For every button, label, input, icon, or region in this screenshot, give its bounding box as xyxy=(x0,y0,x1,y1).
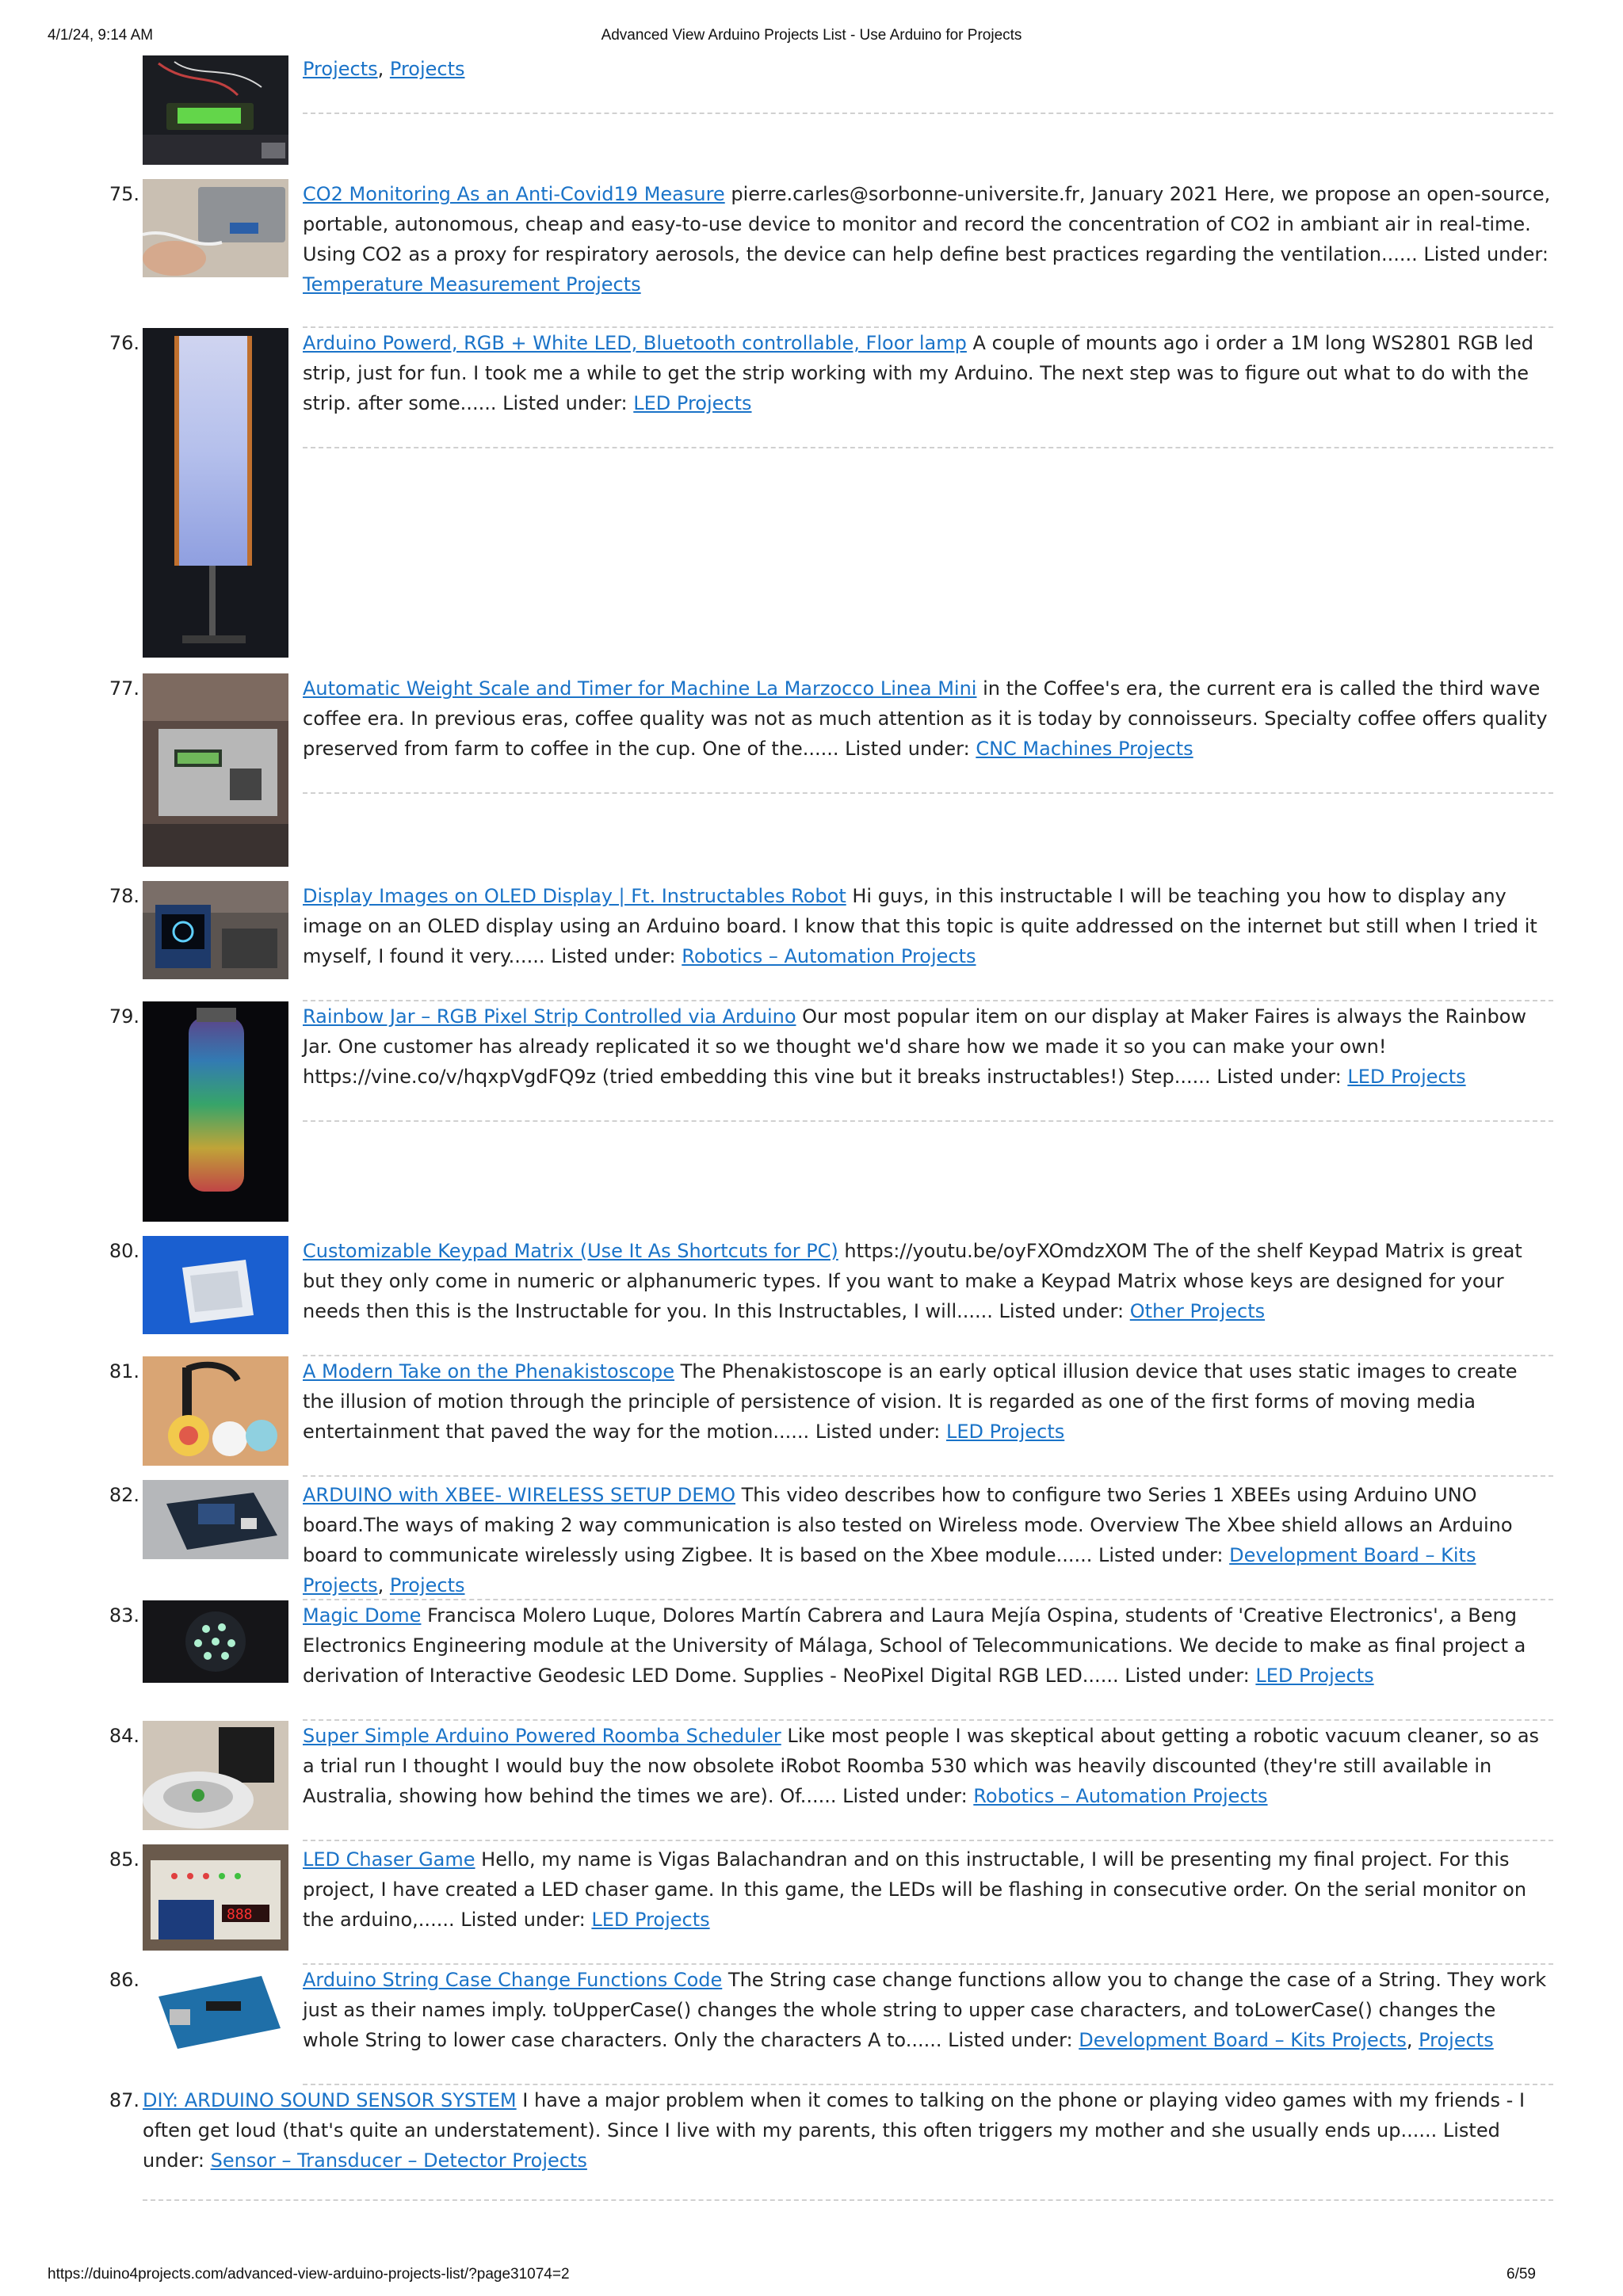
category-link[interactable]: LED Projects xyxy=(1347,1066,1466,1088)
print-footer xyxy=(48,2266,1575,2285)
project-title-link[interactable]: ARDUINO with XBEE- WIRELESS SETUP DEMO xyxy=(303,1484,736,1506)
item-number: 75. xyxy=(109,183,139,205)
category-link[interactable]: Robotics – Automation Projects xyxy=(973,1785,1268,1807)
project-description: https://youtu.be/oyFXOmdzXOM The of the shelf Keypad Matrix is great but they only come in numeric or alphanumeric types. If you want to make a Keypad Matrix whose keys are designed for your needs then this is the Instructable for you. In this Instructables, I will...... Listed under: xyxy=(303,1240,1522,1322)
project-description: The Phenakistoscope is an early optical illusion device that uses static images to create the illusion of motion through the principle of persistence of vision. It is regarded as one of the first forms of moving media entertainment that paved the way for the motion...... Listed under: xyxy=(303,1360,1518,1443)
project-title-link[interactable]: Automatic Weight Scale and Timer for Machine La Marzocco Linea Mini xyxy=(303,677,977,700)
item-number: 77. xyxy=(109,677,139,700)
project-description: Hi guys, in this instructable I will be teaching you how to display any image on an OLED display using an Arduino board. I know that this topic is quite addressed on the internet but still when I tried it myself, I found it very...... Listed under: xyxy=(303,885,1537,967)
rainbow-jar-photo[interactable] xyxy=(143,1001,288,1222)
item-number: 79. xyxy=(109,1005,139,1028)
list-item-text xyxy=(143,2085,1553,2176)
project-title-link[interactable]: Arduino String Case Change Functions Code xyxy=(303,1969,723,1991)
coffee-machine-photo[interactable] xyxy=(143,673,288,867)
led-dome-photo[interactable] xyxy=(143,1600,288,1683)
phenakistoscope-photo[interactable] xyxy=(143,1356,288,1466)
list-item-text xyxy=(303,1001,1553,1092)
project-description: A couple of mounts ago i order a 1M long WS2801 RGB led strip, just for fun. I took me a while to get the strip working with my Arduino. The next step was to figure out what to do with the strip. after some...... Listed under: xyxy=(303,332,1533,414)
item-number: 76. xyxy=(109,332,139,354)
list-item-text xyxy=(303,1965,1553,2055)
project-description: Our most popular item on our display at Maker Faires is always the Rainbow Jar. One customer has already replicated it so we thought we'd share how we made it so you can make your own! https://vine.co/v/hqxpVgdFQ9z (tried embedding this vine but it breaks instructables!) Step...... Listed under: xyxy=(303,1005,1527,1088)
list-item-text xyxy=(303,1236,1553,1326)
project-title-link[interactable]: Rainbow Jar – RGB Pixel Strip Controlled via Arduino xyxy=(303,1005,796,1028)
project-description: in the Coffee's era, the current era is called the third wave coffee era. In previous eras, coffee quality was not as much attention as it is today by connoisseurs. Specialty coffee offers quality preserved from farm to coffee in the cup. One of the...... Listed under: xyxy=(303,677,1548,760)
floor-lamp-photo[interactable] xyxy=(143,328,288,658)
print-datetime: 4/1/24, 9:14 AM xyxy=(48,27,154,44)
item-number: 84. xyxy=(109,1725,139,1747)
list-item-text xyxy=(303,54,1553,84)
item-number: 80. xyxy=(109,1240,139,1262)
item-number: 87. xyxy=(109,2089,139,2111)
item-number: 86. xyxy=(109,1969,139,1991)
project-title-link[interactable]: Super Simple Arduino Powered Roomba Scheduler xyxy=(303,1725,781,1747)
svg-text:888: 888 xyxy=(227,1906,253,1923)
item-divider xyxy=(303,1840,1553,1841)
list-item-text xyxy=(303,1600,1553,1691)
project-title-link[interactable]: A Modern Take on the Phenakistoscope xyxy=(303,1360,675,1383)
item-number: 82. xyxy=(109,1484,139,1506)
category-link[interactable]: Robotics – Automation Projects xyxy=(682,945,976,967)
category-link[interactable]: LED Projects xyxy=(591,1909,710,1931)
list-item-text xyxy=(303,1721,1553,1811)
co2-monitor-photo[interactable] xyxy=(143,179,288,277)
list-item-text xyxy=(303,328,1553,418)
list-item-text xyxy=(303,673,1553,764)
category-link[interactable]: Development Board – Kits Projects xyxy=(303,1544,1476,1596)
project-title-link[interactable]: Magic Dome xyxy=(303,1604,422,1627)
category-link[interactable]: Projects xyxy=(303,58,378,80)
project-description: Hello, my name is Vigas Balachandran and on this instructable, I will be presenting my final project. For this project, I have created a LED chaser game. In this game, the LEDs will be flashing in consecutive order. On the serial monitor on the arduino,...... Listed under: xyxy=(303,1848,1527,1931)
roomba-photo[interactable] xyxy=(143,1721,288,1830)
print-header xyxy=(48,27,1575,46)
category-link[interactable]: Sensor – Transducer – Detector Projects xyxy=(210,2149,587,2172)
project-title-link[interactable]: LED Chaser Game xyxy=(303,1848,475,1871)
page-number: 6/59 xyxy=(1507,2266,1536,2283)
list-item-text xyxy=(303,1480,1553,1600)
category-link[interactable]: LED Projects xyxy=(945,1421,1065,1443)
project-title-link[interactable]: DIY: ARDUINO SOUND SENSOR SYSTEM xyxy=(143,2089,517,2111)
keypad-photo[interactable] xyxy=(143,1236,288,1334)
arduino-board-photo[interactable] xyxy=(143,1965,288,2057)
project-title-link[interactable]: CO2 Monitoring As an Anti-Covid19 Measure xyxy=(303,183,725,205)
category-link[interactable]: LED Projects xyxy=(633,392,752,414)
item-divider xyxy=(303,447,1553,448)
list-item-text xyxy=(303,1356,1553,1447)
project-title-link[interactable]: Arduino Powerd, RGB + White LED, Bluetooth controllable, Floor lamp xyxy=(303,332,967,354)
category-link[interactable]: Temperature Measurement Projects xyxy=(303,273,641,296)
item-divider xyxy=(303,1120,1553,1122)
project-title-link[interactable]: Customizable Keypad Matrix (Use It As Shortcuts for PC) xyxy=(303,1240,838,1262)
project-description: The String case change functions allow you to change the case of a String. They work just as their names imply. toUpperCase() changes the whole string to upper case characters, and toLowerCase() changes the whole String to lower case characters. Only the characters A to...... Listed under: xyxy=(303,1969,1547,2051)
print-page-title: Advanced View Arduino Projects List - Use Arduino for Projects xyxy=(601,27,1022,44)
oled-display-photo[interactable] xyxy=(143,881,288,979)
lcd-project-photo[interactable] xyxy=(143,55,288,165)
xbee-board-photo[interactable] xyxy=(143,1480,288,1559)
item-number: 83. xyxy=(109,1604,139,1627)
project-title-link[interactable]: Display Images on OLED Display | Ft. Instructables Robot xyxy=(303,885,846,907)
item-number: 85. xyxy=(109,1848,139,1871)
project-description: Like most people I was skeptical about getting a robotic vacuum cleaner, so as a trial run I thought I would buy the now obsolete iRobot Roomba 530 which was heavily discounted (they're still available in Australia, showing how behind the times we are). Of...... Listed under: xyxy=(303,1725,1540,1807)
item-divider xyxy=(303,1475,1553,1477)
item-divider xyxy=(143,2199,1553,2201)
category-separator: , xyxy=(377,1574,390,1596)
page-url: https://duino4projects.com/advanced-view-arduino-projects-list/?page31074=2 xyxy=(48,2266,570,2283)
item-number: 81. xyxy=(109,1360,139,1383)
project-description: I have a major problem when it comes to talking on the phone or playing video games with my friends - I often get loud (that's quite an understatement). Since I live with my parents, this often triggers my mother and she usually ends up...... Listed under: xyxy=(143,2089,1526,2172)
list-item-text xyxy=(303,1844,1553,1935)
category-link[interactable]: CNC Machines Projects xyxy=(976,738,1193,760)
item-divider xyxy=(303,792,1553,794)
project-description: This video describes how to configure two Series 1 XBEEs using Arduino UNO board.The ways of making 2 way communication is also tested on Wireless mode. Overview The Xbee shield allows an Arduino board to communicate wirelessly using Zigbee. It is based on the Xbee module...... Listed under: xyxy=(303,1484,1513,1566)
category-link[interactable]: Development Board – Kits Projects xyxy=(1079,2029,1407,2051)
category-link[interactable]: LED Projects xyxy=(1255,1665,1374,1687)
project-description: Francisca Molero Luque, Dolores Martín Cabrera and Laura Mejía Ospina, students of 'Creative Electronics', a Beng Electronics Engineering module at the University of Málaga, School of Telecommunications. We decide to make as final project a derivation of Interactive Geodesic LED Dome. Supplies - NeoPixel Digital RGB LED...... Listed under: xyxy=(303,1604,1526,1687)
category-link[interactable]: Other Projects xyxy=(1129,1300,1266,1322)
category-link[interactable]: Projects xyxy=(389,1574,465,1596)
category-separator: , xyxy=(377,58,390,80)
list-item-text xyxy=(303,179,1553,299)
category-separator: , xyxy=(1406,2029,1419,2051)
list-item-text xyxy=(303,881,1553,971)
project-description: pierre.carles@sorbonne-universite.fr, January 2021 Here, we propose an open-source, portable, autonomous, cheap and easy-to-use device to monitor and record the concentration of CO2 in ambiant air in real-time. Using CO2 as a proxy for respiratory aerosols, the device can help define best practices regarding the ventilation...... Listed under: xyxy=(303,183,1551,265)
category-link[interactable]: Projects xyxy=(1419,2029,1494,2051)
item-number: 78. xyxy=(109,885,139,907)
item-divider xyxy=(303,113,1553,114)
led-chaser-photo[interactable] xyxy=(143,1844,288,1951)
category-link[interactable]: Projects xyxy=(389,58,465,80)
